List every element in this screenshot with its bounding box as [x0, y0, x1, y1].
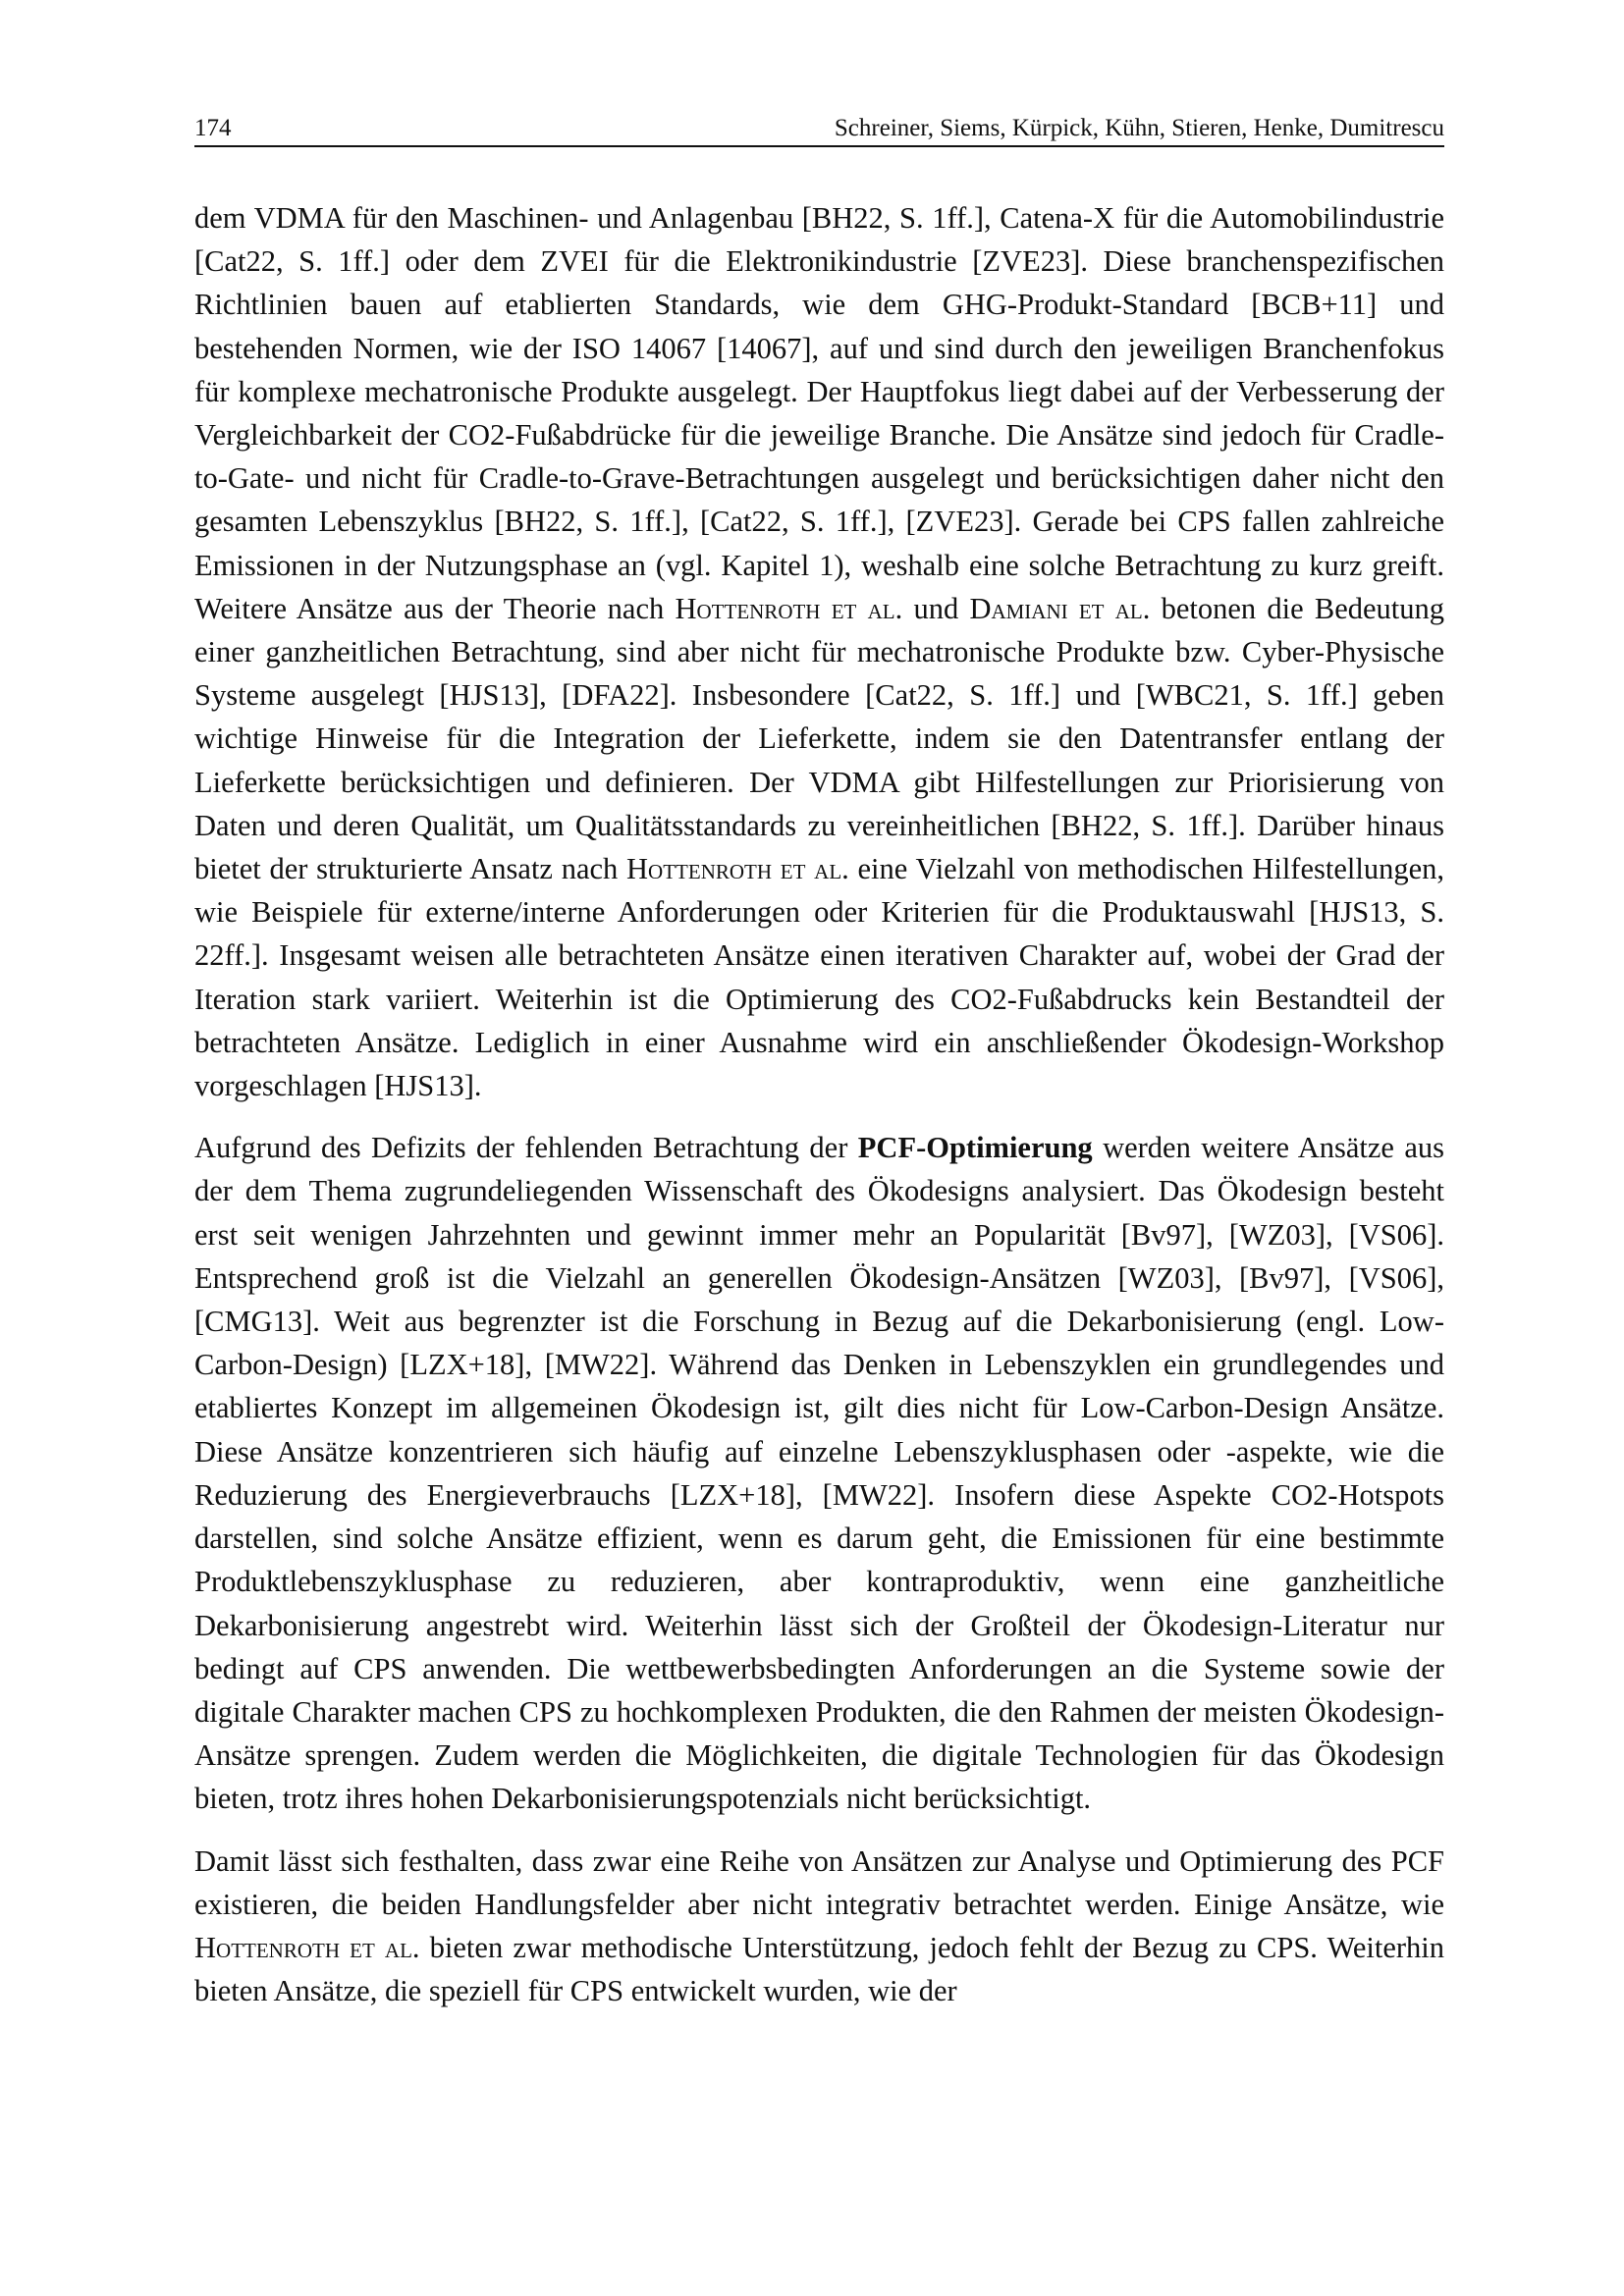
emphasis-pcf-optimierung: PCF-Optimierung — [857, 1131, 1093, 1165]
paragraph-1-text-d: eine Vielzahl von methodischen Hilfestellungen, wie Beispiele für externe/interne Anforderungen oder Kriterien für die Produktauswahl [HJS13, S. 22ff.]. Insgesamt weisen alle betrachteten Ansätze einen iterativen Charakter auf, wobei der Grad der Iteration stark variiert. Weiterhin ist die Optimierung des CO2-Fußabdrucks kein Bestandteil der betrachteten Ansätze. Lediglich in einer Ausnahme wird ein anschließender Ökodesign-Workshop vorgeschlagen [HJS13]. — [194, 852, 1444, 1103]
paragraph-2 — [194, 1126, 1444, 1820]
paragraph-1-text-a: dem VDMA für den Maschinen- und Anlagenbau [BH22, S. 1ff.], Catena-X für die Automobilindustrie [Cat22, S. 1ff.] oder dem ZVEI für die Elektronikindustrie [ZVE23]. Diese branchenspezifischen Richtlinien bauen auf etablierten Standards, wie dem GHG-Produkt-Standard [BCB+11] und bestehenden Normen, wie der ISO 14067 [14067], auf und sind durch den jeweiligen Branchenfokus für komplexe mechatronische Produkte ausgelegt. Der Hauptfokus liegt dabei auf der Verbesserung der Vergleichbarkeit der CO2-Fußabdrücke für die jeweilige Branche. Die Ansätze sind jedoch für Cradle-to-Gate- und nicht für Cradle-to-Grave-Betrachtungen ausgelegt und berücksichtigen daher nicht den gesamten Lebenszyklus [BH22, S. 1ff.], [Cat22, S. 1ff.], [ZVE23]. Gerade bei CPS fallen zahlreiche Emissionen in der Nutzungsphase an (vgl. Kapitel 1), weshalb eine solche Betrachtung zu kurz greift. Weitere Ansätze aus der Theorie nach — [194, 201, 1444, 625]
paragraph-3-text-a: Damit lässt sich festhalten, dass zwar eine Reihe von Ansätzen zur Analyse und Optimierung des PCF existieren, die beiden Handlungsfelder aber nicht integrativ betrachtet werden. Einige Ansätze, wie — [194, 1843, 1444, 1921]
paragraph-1-text-b: und — [902, 591, 970, 625]
body-text — [194, 196, 1444, 2031]
paragraph-3-text-b: bieten zwar methodische Unterstützung, jedoch fehlt der Bezug zu CPS. Weiterhin bieten Ansätze, die speziell für CPS entwickelt wurden, wie der — [194, 1930, 1444, 2008]
running-head-authors: Schreiner, Siems, Kürpick, Kühn, Stieren, Henke, Dumitrescu — [834, 115, 1444, 141]
author-name-hottenroth: Hottenroth et al. — [194, 1930, 420, 1964]
author-name-hottenroth: Hottenroth et al. — [626, 852, 849, 886]
page-header — [194, 110, 1444, 147]
paragraph-1-text-c: betonen die Bedeutung einer ganzheitlichen Betrachtung, sind aber nicht für mechatronische Produkte bzw. Cyber-Physische Systeme ausgelegt [HJS13], [DFA22]. Insbesondere [Cat22, S. 1ff.] und [WBC21, S. 1ff.] geben wichtige Hinweise für die Integration der Lieferkette, indem sie den Datentransfer entlang der Lieferkette berücksichtigen und definieren. Der VDMA gibt Hilfestellungen zur Priorisierung von Daten und deren Qualität, um Qualitätsstandards zu vereinheitlichen [BH22, S. 1ff.]. Darüber hinaus bietet der strukturierte Ansatz nach — [194, 591, 1445, 886]
author-name-hottenroth: Hottenroth et al. — [675, 591, 903, 625]
paragraph-2-text-b: werden weitere Ansätze aus der dem Thema zugrundeliegenden Wissenschaft des Ökodesigns analysiert. Das Ökodesign besteht erst seit wenigen Jahrzehnten und gewinnt immer mehr an Popularität [Bv97], [WZ03], [VS06]. Entsprechend groß ist die Vielzahl an generellen Ökodesign-Ansätzen [WZ03], [Bv97], [VS06], [CMG13]. Weit aus begrenzter ist die Forschung in Bezug auf die Dekarbonisierung (engl. Low-Carbon-Design) [LZX+18], [MW22]. Während das Denken in Lebenszyklen ein grundlegendes und etabliertes Konzept im allgemeinen Ökodesign ist, gilt dies nicht für Low-Carbon-Design Ansätze. Diese Ansätze konzentrieren sich häufig auf einzelne Lebenszyklusphasen oder -aspekte, wie die Reduzierung des Energieverbrauchs [LZX+18], [MW22]. Insofern diese Aspekte CO2-Hotspots darstellen, sind solche Ansätze effizient, wenn es darum geht, die Emissionen für eine bestimmte Produktlebenszyklusphase zu reduzieren, aber kontraproduktiv, wenn eine ganzheitliche Dekarbonisierung angestrebt wird. Weiterhin lässt sich der Großteil der Ökodesign-Literatur nur bedingt auf CPS anwenden. Die wettbewerbsbedingten Anforderungen an die Systeme sowie der digitale Charakter machen CPS zu hochkomplexen Produkten, die den Rahmen der meisten Ökodesign-Ansätze sprengen. Zudem werden die Möglichkeiten, die digitale Technologien für das Ökodesign bieten, trotz ihres hohen Dekarbonisierungspotenzials nicht berücksichtigt. — [194, 1131, 1444, 1816]
paragraph-2-text-a: Aufgrund des Defizits der fehlenden Betrachtung der — [194, 1131, 858, 1165]
paragraph-3 — [194, 1840, 1444, 2013]
author-name-damiani: Damiani et al. — [969, 591, 1151, 625]
paragraph-1 — [194, 196, 1444, 1107]
page-number: 174 — [194, 115, 232, 141]
